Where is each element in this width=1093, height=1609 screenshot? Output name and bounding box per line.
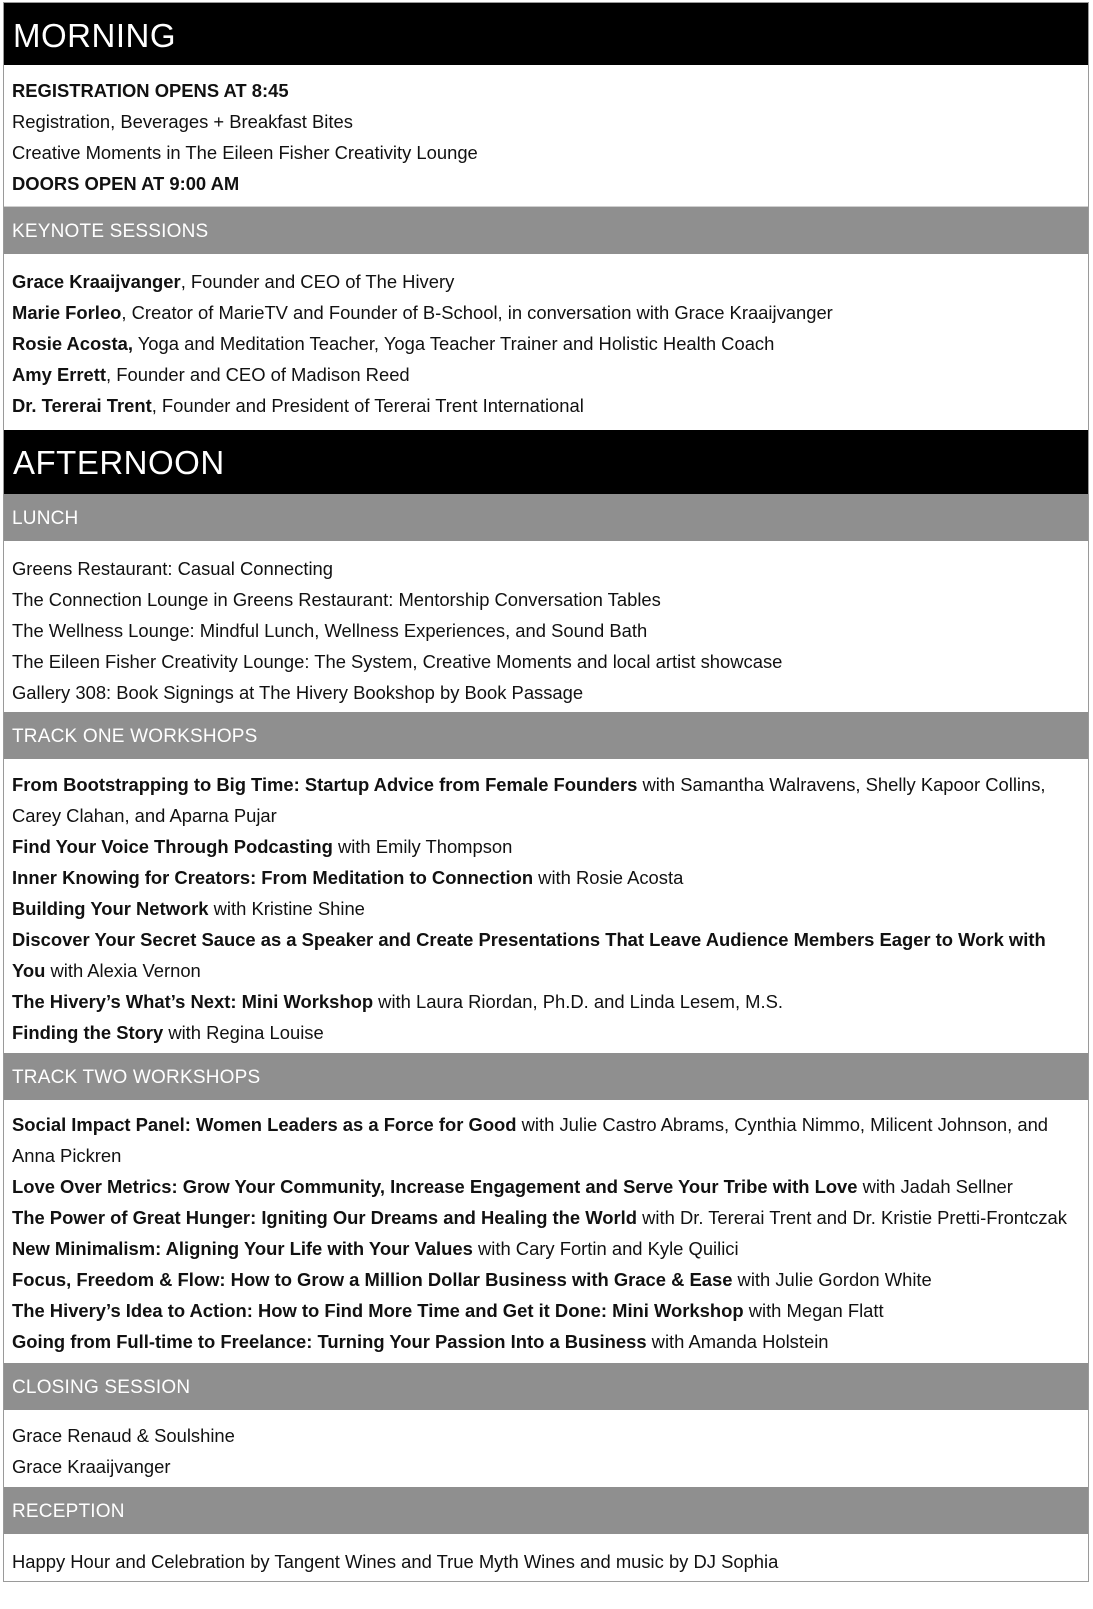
workshop-presenters: with Alexia Vernon <box>45 960 201 981</box>
list-item <box>12 390 1080 421</box>
lunch-body <box>4 541 1088 712</box>
section-header-reception: RECEPTION <box>4 1487 1088 1534</box>
workshop-title: Building Your Network <box>12 898 209 919</box>
speaker-name: Grace Kraaijvanger <box>12 271 181 292</box>
event-schedule <box>3 2 1089 1582</box>
period-header-afternoon: AFTERNOON <box>4 430 1088 494</box>
list-item: Happy Hour and Celebration by Tangent Wines and True Myth Wines and music by DJ Sophia <box>12 1551 779 1572</box>
workshop-presenters: with Laura Riordan, Ph.D. and Linda Lesem, M.S. <box>373 991 783 1012</box>
morning-body <box>4 65 1088 207</box>
workshop-presenters: with Cary Fortin and Kyle Quilici <box>472 1238 739 1259</box>
workshop-presenters: with Julie Gordon White <box>732 1269 932 1290</box>
period-header-morning: MORNING <box>4 3 1088 65</box>
reception-body <box>4 1534 1088 1581</box>
speaker-description: , Founder and CEO of Madison Reed <box>106 364 410 385</box>
list-item <box>12 924 1080 986</box>
list-item <box>12 893 1080 924</box>
workshop-title: The Power of Great Hunger: Igniting Our Dreams and Healing the World <box>12 1207 638 1228</box>
doors-heading: DOORS OPEN AT 9:00 AM <box>12 173 240 194</box>
list-item <box>12 328 1080 359</box>
list-item <box>12 1264 1080 1295</box>
track-two-body <box>4 1100 1088 1363</box>
workshop-presenters: with Amanda Holstein <box>646 1331 829 1352</box>
speaker-description: , Founder and CEO of The Hivery <box>180 271 455 292</box>
list-item: Greens Restaurant: Casual Connecting <box>12 558 333 579</box>
list-item <box>12 831 1080 862</box>
workshop-presenters: with Julie Castro Abrams, Cynthia Nimmo, Milicent Johnson, and Anna Pickren <box>12 1114 1049 1166</box>
workshop-title: Going from Full-time to Freelance: Turning Your Passion Into a Business <box>12 1331 647 1352</box>
workshop-title: Find Your Voice Through Podcasting <box>12 836 333 857</box>
workshop-title: The Hivery’s What’s Next: Mini Workshop <box>12 991 374 1012</box>
list-item <box>12 1326 1080 1357</box>
workshop-title: Inner Knowing for Creators: From Meditation to Connection <box>12 867 534 888</box>
workshop-presenters: with Kristine Shine <box>208 898 365 919</box>
keynote-body <box>4 254 1088 430</box>
workshop-presenters: with Regina Louise <box>163 1022 324 1043</box>
list-item: Creative Moments in The Eileen Fisher Creativity Lounge <box>12 142 478 163</box>
workshop-title: Discover Your Secret Sauce as a Speaker and Create Presentations That Leave Audience Members Eager to Work with You <box>12 929 1046 981</box>
list-item <box>12 1202 1080 1233</box>
list-item <box>12 769 1080 831</box>
track-one-body <box>4 759 1088 1053</box>
list-item: The Connection Lounge in Greens Restaurant: Mentorship Conversation Tables <box>12 589 661 610</box>
list-item: Gallery 308: Book Signings at The Hivery Bookshop by Book Passage <box>12 682 584 703</box>
section-header-keynote: KEYNOTE SESSIONS <box>4 207 1088 254</box>
workshop-title: Love Over Metrics: Grow Your Community, Increase Engagement and Serve Your Tribe with Love <box>12 1176 858 1197</box>
workshop-title: New Minimalism: Aligning Your Life with Your Values <box>12 1238 473 1259</box>
list-item: The Wellness Lounge: Mindful Lunch, Wellness Experiences, and Sound Bath <box>12 620 648 641</box>
section-header-track-two: TRACK TWO WORKSHOPS <box>4 1053 1088 1100</box>
registration-heading: REGISTRATION OPENS AT 8:45 <box>12 80 289 101</box>
workshop-presenters: with Emily Thompson <box>332 836 513 857</box>
speaker-name: Rosie Acosta, <box>12 333 133 354</box>
workshop-title: From Bootstrapping to Big Time: Startup Advice from Female Founders <box>12 774 638 795</box>
list-item: The Eileen Fisher Creativity Lounge: The System, Creative Moments and local artist showcase <box>12 651 783 672</box>
section-header-track-one: TRACK ONE WORKSHOPS <box>4 712 1088 759</box>
list-item <box>12 297 1080 328</box>
list-item <box>12 986 1080 1017</box>
workshop-presenters: with Dr. Tererai Trent and Dr. Kristie Pretti-Frontczak <box>637 1207 1067 1228</box>
closing-body <box>4 1410 1088 1487</box>
section-header-lunch: LUNCH <box>4 494 1088 541</box>
list-item <box>12 1109 1080 1171</box>
workshop-presenters: with Jadah Sellner <box>857 1176 1013 1197</box>
workshop-title: The Hivery’s Idea to Action: How to Find More Time and Get it Done: Mini Workshop <box>12 1300 744 1321</box>
speaker-name: Amy Errett <box>12 364 107 385</box>
list-item <box>12 266 1080 297</box>
workshop-title: Social Impact Panel: Women Leaders as a Force for Good <box>12 1114 517 1135</box>
list-item <box>12 1017 1080 1048</box>
list-item: Registration, Beverages + Breakfast Bites <box>12 111 353 132</box>
speaker-description: , Creator of MarieTV and Founder of B-School, in conversation with Grace Kraaijvanger <box>121 302 833 323</box>
list-item: Grace Renaud & Soulshine <box>12 1425 235 1446</box>
speaker-name: Marie Forleo <box>12 302 122 323</box>
list-item: Grace Kraaijvanger <box>12 1456 171 1477</box>
speaker-name: Dr. Tererai Trent <box>12 395 152 416</box>
list-item <box>12 1233 1080 1264</box>
workshop-title: Finding the Story <box>12 1022 164 1043</box>
workshop-presenters: with Samantha Walravens, Shelly Kapoor Collins, Carey Clahan, and Aparna Pujar <box>12 774 1046 826</box>
list-item <box>12 1295 1080 1326</box>
list-item <box>12 359 1080 390</box>
speaker-description: Yoga and Meditation Teacher, Yoga Teacher Trainer and Holistic Health Coach <box>132 333 775 354</box>
list-item <box>12 1171 1080 1202</box>
workshop-presenters: with Rosie Acosta <box>533 867 684 888</box>
speaker-description: , Founder and President of Tererai Trent International <box>151 395 584 416</box>
workshop-presenters: with Megan Flatt <box>743 1300 884 1321</box>
list-item <box>12 862 1080 893</box>
section-header-closing: CLOSING SESSION <box>4 1363 1088 1410</box>
workshop-title: Focus, Freedom & Flow: How to Grow a Million Dollar Business with Grace & Ease <box>12 1269 733 1290</box>
